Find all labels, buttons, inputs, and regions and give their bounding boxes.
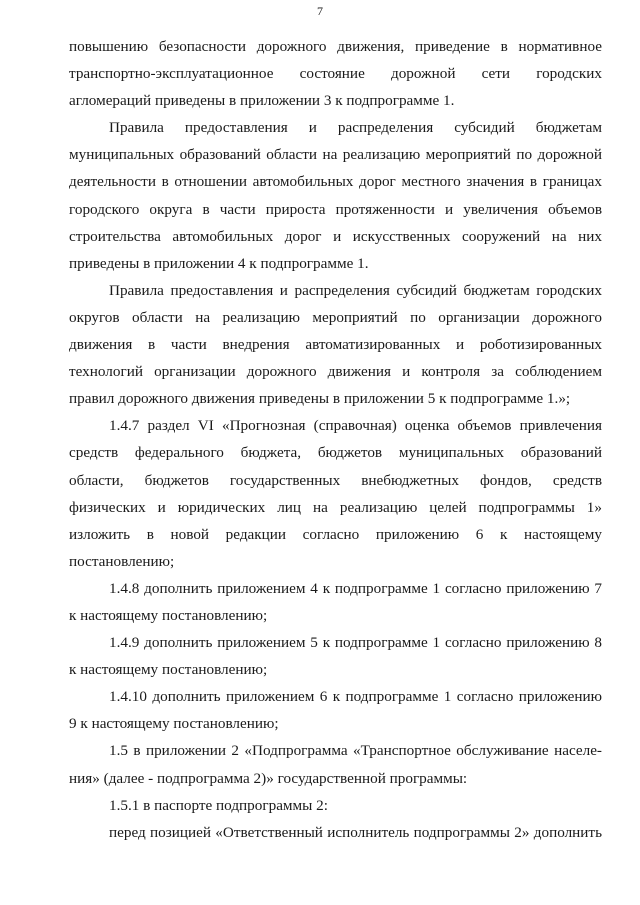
paragraph-item-1-4-10 (69, 683, 602, 737)
text-line: технологий организации дорожного движения и контроля за соблюдением (69, 363, 602, 381)
text-line: 1.4.8 дополнить приложением 4 к подпрограмме 1 согласно приложению 7 (109, 579, 602, 597)
text-line: строительства автомобильных дорог и искусственных сооружений на них (69, 227, 602, 245)
paragraph-rules-subsidies-traffic (69, 277, 602, 412)
text-line: перед позицией «Ответственный исполнитель подпрограммы 2» дополнить (109, 823, 602, 841)
text-line: Правила предоставления и распределения субсидий бюджетам (109, 119, 602, 137)
text-line: 1.5 в приложении 2 «Подпрограмма «Транспортное обслуживание населе- (109, 742, 602, 760)
text-line: 1.4.10 дополнить приложением 6 к подпрограмме 1 согласно приложению (109, 688, 602, 706)
text-line: повышению безопасности дорожного движения, приведение в нормативное (69, 38, 602, 55)
paragraph-item-1-4-7 (69, 412, 602, 575)
paragraph-item-1-4-8 (69, 575, 602, 629)
text-line: средств федерального бюджета, бюджетов муниципальных образований (69, 444, 602, 462)
paragraph-item-1-5-1 (69, 792, 602, 819)
text-line: приведены в приложении 4 к подпрограмме 1. (69, 254, 369, 272)
text-line: движения в части внедрения автоматизированных и роботизированных (69, 336, 602, 354)
paragraph-item-1-4-9 (69, 629, 602, 683)
text-line: правил дорожного движения приведены в приложении 5 к подпрограмме 1.»; (69, 390, 571, 408)
paragraph-before-position (69, 819, 602, 846)
text-line: 1.5.1 в паспорте подпрограммы 2: (109, 796, 328, 814)
page-number: 7 (317, 4, 323, 18)
text-line: муниципальных образований области на реализацию мероприятий по дорожной (69, 146, 602, 164)
text-line: 9 к настоящему постановлению; (69, 715, 279, 733)
paragraph-item-1-5 (69, 737, 602, 791)
document-body (69, 33, 602, 846)
text-line: физических и юридических лиц на реализацию целей подпрограммы 1» (69, 498, 602, 516)
text-line: Правила предоставления и распределения субсидий бюджетам городских (109, 281, 602, 299)
text-line: к настоящему постановлению; (69, 606, 268, 624)
text-line: области, бюджетов государственных внебюджетных фондов, средств (69, 471, 602, 489)
text-line: 1.4.9 дополнить приложением 5 к подпрограмме 1 согласно приложению 8 (109, 634, 602, 652)
text-line: постановлению; (69, 552, 175, 570)
text-line: 1.4.7 раздел VI «Прогнозная (справочная) оценка объемов привлечения (109, 417, 602, 435)
text-line: округов области на реализацию мероприятий по организации дорожного (69, 308, 602, 326)
text-line: городского округа в части прироста протяженности и увеличения объемов (69, 200, 602, 218)
text-line: к настоящему постановлению; (69, 661, 268, 679)
paragraph-rules-subsidies-roads (69, 114, 602, 277)
text-line: агломераций приведены в приложении 3 к подпрограмме 1. (69, 92, 455, 110)
text-line: деятельности в отношении автомобильных дорог местного значения в границах (69, 173, 602, 191)
text-line: транспортно-эксплуатационное состояние дорожной сети городских (69, 65, 602, 83)
paragraph-continuation (69, 33, 602, 114)
text-line: изложить в новой редакции согласно приложению 6 к настоящему (69, 525, 602, 543)
text-line: ния» (далее - подпрограмма 2)» государственной программы: (69, 769, 468, 787)
